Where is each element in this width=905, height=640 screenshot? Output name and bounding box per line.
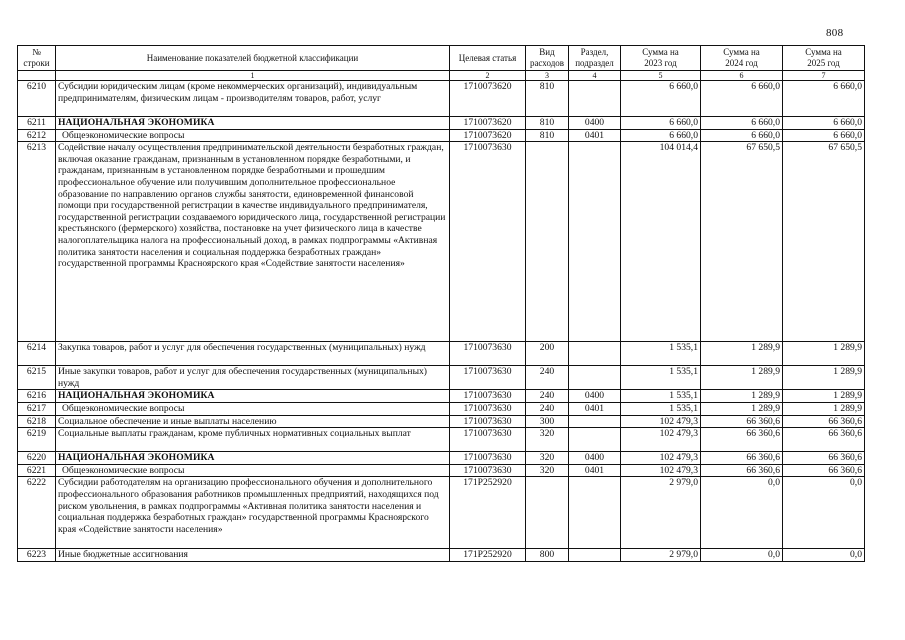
table-row — [18, 142, 865, 342]
expense-type-cell: 320 — [526, 464, 569, 477]
sum-2025-cell: 1 289,9 — [783, 366, 865, 390]
target-article-cell: 1710073630 — [450, 142, 526, 342]
sum-2024-cell: 1 289,9 — [701, 342, 783, 366]
page-number: 808 — [826, 27, 844, 39]
row-number-cell: 6215 — [18, 366, 56, 390]
section-cell — [569, 415, 621, 428]
expense-type-cell: 240 — [526, 366, 569, 390]
table-row — [18, 117, 865, 130]
target-article-cell: 171P252920 — [450, 549, 526, 562]
sum-2024-cell: 67 650,5 — [701, 142, 783, 342]
indicator-name-cell: Субсидии работодателям на организацию профессионального обучения и дополнительного профессионального образования работников промышленных предприятий, находящихся под риском увольнения, в рамках подпрограммы «Активная политика занятости населения и социальная поддержка безработных граждан» государственной программы Красноярского края «Содействие занятости населения» — [56, 477, 450, 549]
section-cell: 0400 — [569, 390, 621, 403]
expense-type-cell — [526, 142, 569, 342]
sum-2023-cell: 104 014,4 — [621, 142, 701, 342]
sum-2025-cell: 0,0 — [783, 477, 865, 549]
indicator-name-cell: НАЦИОНАЛЬНАЯ ЭКОНОМИКА — [56, 390, 450, 403]
indicator-name-cell: Социальные выплаты гражданам, кроме публичных нормативных социальных выплат — [56, 428, 450, 452]
target-article-cell: 1710073630 — [450, 428, 526, 452]
indicator-name-cell: Субсидии юридическим лицам (кроме некоммерческих организаций), индивидуальным предпринимателям, физическим лицам - производителям товаров, работ, услуг — [56, 81, 450, 117]
row-number-cell: 6213 — [18, 142, 56, 342]
section-cell — [569, 342, 621, 366]
target-article-cell: 1710073630 — [450, 366, 526, 390]
expense-type-cell — [526, 477, 569, 549]
indicator-name-cell: Общеэкономические вопросы — [56, 402, 450, 415]
sum-2023-cell: 102 479,3 — [621, 452, 701, 465]
sum-2025-cell: 6 660,0 — [783, 81, 865, 117]
column-index: 3 — [526, 71, 569, 81]
sum-2023-cell: 2 979,0 — [621, 549, 701, 562]
header-sum-2023: Сумма на 2023 год — [621, 46, 701, 71]
expense-type-cell: 810 — [526, 129, 569, 142]
section-cell — [569, 477, 621, 549]
section-cell: 0400 — [569, 452, 621, 465]
sum-2024-cell: 6 660,0 — [701, 81, 783, 117]
row-number-cell: 6220 — [18, 452, 56, 465]
row-number-cell: 6212 — [18, 129, 56, 142]
expense-type-cell: 320 — [526, 452, 569, 465]
expense-type-cell: 810 — [526, 117, 569, 130]
column-index: 2 — [450, 71, 526, 81]
sum-2024-cell: 1 289,9 — [701, 366, 783, 390]
table-row — [18, 477, 865, 549]
row-number-cell: 6214 — [18, 342, 56, 366]
header-sum-2025: Сумма на 2025 год — [783, 46, 865, 71]
section-cell: 0401 — [569, 464, 621, 477]
target-article-cell: 1710073630 — [450, 390, 526, 403]
target-article-cell: 1710073630 — [450, 464, 526, 477]
indicator-name-cell: Иные бюджетные ассигнования — [56, 549, 450, 562]
section-cell: 0401 — [569, 402, 621, 415]
sum-2025-cell: 6 660,0 — [783, 129, 865, 142]
sum-2023-cell: 102 479,3 — [621, 428, 701, 452]
indicator-name-cell: Общеэкономические вопросы — [56, 129, 450, 142]
indicator-name-cell: Содействие началу осуществления предпринимательской деятельности безработных граждан, включая оказание гражданам, признанным в установленном порядке безработными, и гражданам, признанным в установленном порядке безработными и прошедшим профессиональное обучение или получившим дополнительное профессиональное образование по направлению органов службы занятости, единовременной финансовой помощи при государственной регистрации в качестве индивидуального предпринимателя, государственной регистрации создаваемого юридического лица, государственной регистрации крестьянского (фермерского) хозяйства, постановке на учет физического лица в качестве налогоплательщика налога на профессиональный доход, в рамках подпрограммы «Активная политика занятости населения и социальная поддержка безработных граждан» государственной программы Красноярского края «Содействие занятости населения» — [56, 142, 450, 342]
target-article-cell: 1710073630 — [450, 402, 526, 415]
sum-2023-cell: 6 660,0 — [621, 129, 701, 142]
column-index-row — [18, 71, 865, 81]
sum-2023-cell: 6 660,0 — [621, 81, 701, 117]
table-row — [18, 342, 865, 366]
target-article-cell: 1710073620 — [450, 81, 526, 117]
section-cell — [569, 428, 621, 452]
sum-2023-cell: 1 535,1 — [621, 390, 701, 403]
sum-2024-cell: 66 360,6 — [701, 428, 783, 452]
sum-2023-cell: 1 535,1 — [621, 342, 701, 366]
sum-2025-cell: 6 660,0 — [783, 117, 865, 130]
sum-2023-cell: 6 660,0 — [621, 117, 701, 130]
sum-2024-cell: 1 289,9 — [701, 402, 783, 415]
sum-2023-cell: 1 535,1 — [621, 402, 701, 415]
column-index: 4 — [569, 71, 621, 81]
column-index: 7 — [783, 71, 865, 81]
sum-2024-cell: 1 289,9 — [701, 390, 783, 403]
sum-2023-cell: 102 479,3 — [621, 464, 701, 477]
row-number-cell: 6216 — [18, 390, 56, 403]
sum-2023-cell: 102 479,3 — [621, 415, 701, 428]
table-row — [18, 81, 865, 117]
section-cell — [569, 549, 621, 562]
header-row-number: № строки — [18, 46, 56, 71]
section-cell — [569, 142, 621, 342]
target-article-cell: 1710073630 — [450, 342, 526, 366]
sum-2023-cell: 1 535,1 — [621, 366, 701, 390]
section-cell: 0401 — [569, 129, 621, 142]
sum-2025-cell: 0,0 — [783, 549, 865, 562]
header-section: Раздел, подраздел — [569, 46, 621, 71]
expense-type-cell: 810 — [526, 81, 569, 117]
expense-type-cell: 300 — [526, 415, 569, 428]
indicator-name-cell: НАЦИОНАЛЬНАЯ ЭКОНОМИКА — [56, 117, 450, 130]
table-row — [18, 464, 865, 477]
section-cell — [569, 81, 621, 117]
expense-type-cell: 320 — [526, 428, 569, 452]
column-index: 6 — [701, 71, 783, 81]
indicator-name-cell: Иные закупки товаров, работ и услуг для обеспечения государственных (муниципальных) нужд — [56, 366, 450, 390]
header-sum-2024: Сумма на 2024 год — [701, 46, 783, 71]
row-number-cell: 6221 — [18, 464, 56, 477]
target-article-cell: 1710073630 — [450, 415, 526, 428]
sum-2024-cell: 0,0 — [701, 477, 783, 549]
sum-2025-cell: 1 289,9 — [783, 390, 865, 403]
sum-2025-cell: 67 650,5 — [783, 142, 865, 342]
indicator-name-cell: Закупка товаров, работ и услуг для обеспечения государственных (муниципальных) нужд — [56, 342, 450, 366]
sum-2023-cell: 2 979,0 — [621, 477, 701, 549]
row-number-cell: 6218 — [18, 415, 56, 428]
table-row — [18, 390, 865, 403]
indicator-name-cell: Общеэкономические вопросы — [56, 464, 450, 477]
sum-2024-cell: 6 660,0 — [701, 117, 783, 130]
row-number-cell: 6219 — [18, 428, 56, 452]
sum-2024-cell: 66 360,6 — [701, 415, 783, 428]
section-cell — [569, 366, 621, 390]
sum-2024-cell: 6 660,0 — [701, 129, 783, 142]
indicator-name-cell: Социальное обеспечение и иные выплаты населению — [56, 415, 450, 428]
target-article-cell: 1710073620 — [450, 129, 526, 142]
sum-2025-cell: 1 289,9 — [783, 342, 865, 366]
sum-2025-cell: 1 289,9 — [783, 402, 865, 415]
budget-table — [17, 45, 865, 562]
table-row — [18, 129, 865, 142]
table-row — [18, 549, 865, 562]
sum-2025-cell: 66 360,6 — [783, 415, 865, 428]
column-index-empty — [18, 71, 56, 81]
sum-2024-cell: 0,0 — [701, 549, 783, 562]
row-number-cell: 6222 — [18, 477, 56, 549]
expense-type-cell: 240 — [526, 402, 569, 415]
table-row — [18, 366, 865, 390]
row-number-cell: 6211 — [18, 117, 56, 130]
sum-2024-cell: 66 360,6 — [701, 452, 783, 465]
table-header-row — [18, 46, 865, 71]
header-indicator-name: Наименование показателей бюджетной классификации — [56, 46, 450, 71]
row-number-cell: 6223 — [18, 549, 56, 562]
section-cell: 0400 — [569, 117, 621, 130]
expense-type-cell: 240 — [526, 390, 569, 403]
table-row — [18, 428, 865, 452]
column-index: 1 — [56, 71, 450, 81]
expense-type-cell: 800 — [526, 549, 569, 562]
target-article-cell: 171P252920 — [450, 477, 526, 549]
header-target-article: Целевая статья — [450, 46, 526, 71]
sum-2024-cell: 66 360,6 — [701, 464, 783, 477]
table-row — [18, 402, 865, 415]
table-row — [18, 452, 865, 465]
indicator-name-cell: НАЦИОНАЛЬНАЯ ЭКОНОМИКА — [56, 452, 450, 465]
table-row — [18, 415, 865, 428]
sum-2025-cell: 66 360,6 — [783, 452, 865, 465]
sum-2025-cell: 66 360,6 — [783, 428, 865, 452]
column-index: 5 — [621, 71, 701, 81]
target-article-cell: 1710073620 — [450, 117, 526, 130]
target-article-cell: 1710073630 — [450, 452, 526, 465]
sum-2025-cell: 66 360,6 — [783, 464, 865, 477]
row-number-cell: 6210 — [18, 81, 56, 117]
header-expense-type: Вид расходов — [526, 46, 569, 71]
row-number-cell: 6217 — [18, 402, 56, 415]
expense-type-cell: 200 — [526, 342, 569, 366]
